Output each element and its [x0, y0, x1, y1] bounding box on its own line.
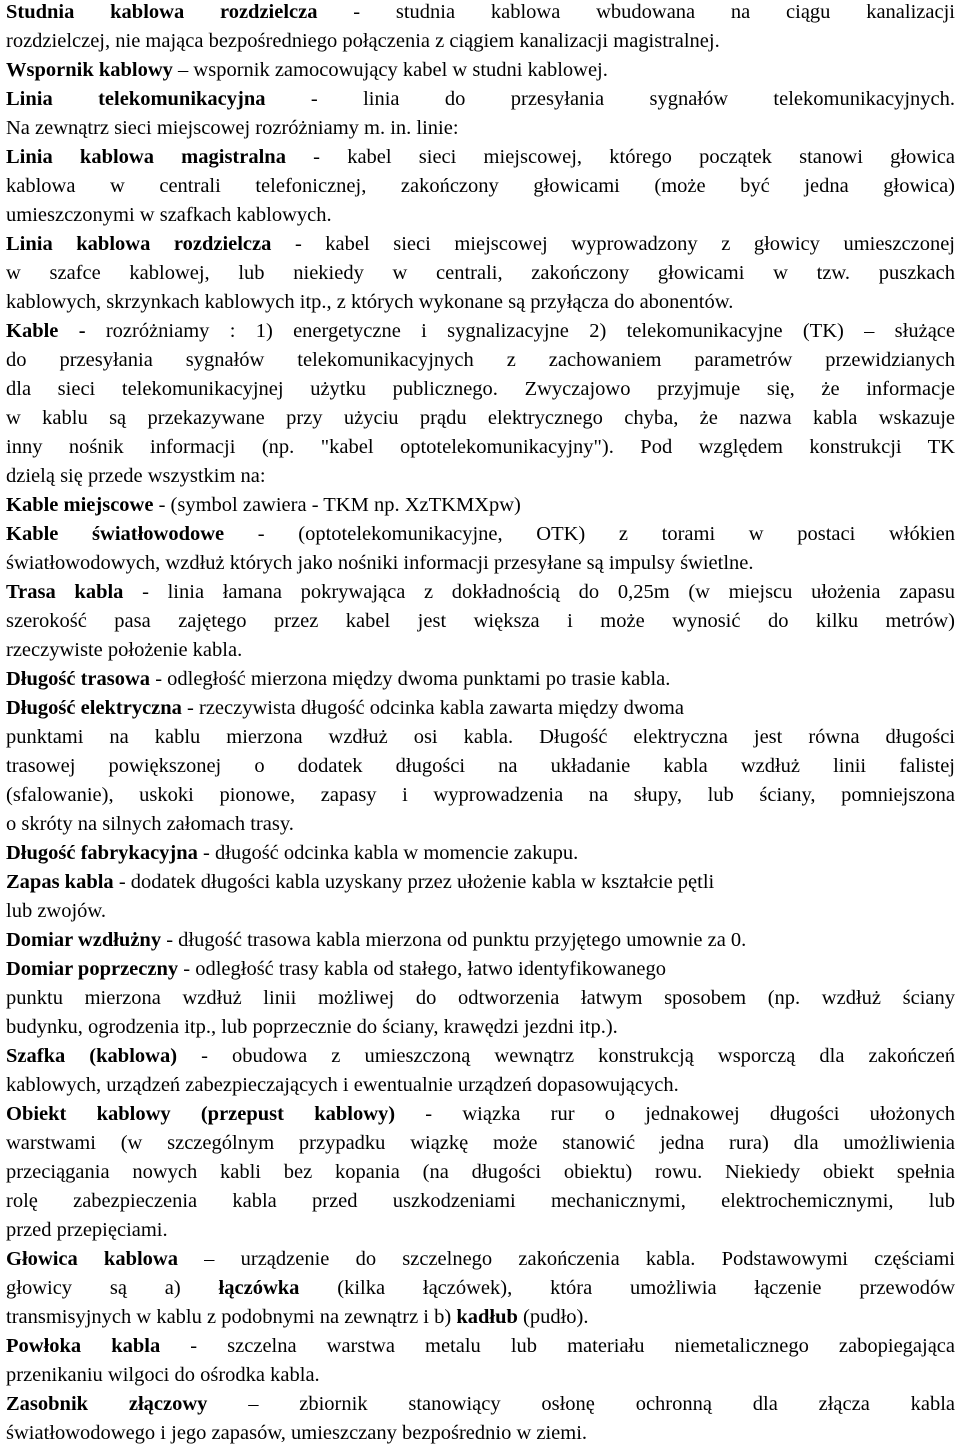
text-line	[6, 752, 955, 781]
text-line	[6, 723, 955, 752]
text-line	[6, 694, 955, 723]
bold-term: Linia kablowa magistralna	[6, 146, 286, 168]
text-run: - kabel sieci miejscowej wyprowadzony z głowicy umieszczonej	[271, 233, 955, 255]
text-run: przenikaniu wilgoci do ośrodka kabla.	[6, 1364, 320, 1386]
text-run: - odległość trasy kabla od stałego, łatwo identyfikowanego	[178, 958, 667, 980]
text-run: - linia do przesyłania sygnałów telekomunikacyjnych.	[265, 88, 956, 110]
text-run: światłowodowych, wzdłuż których jako nośniki informacji przesyłane są impulsy świetlne.	[6, 552, 754, 574]
text-run: - (symbol zawiera - TKM np. XzTKMXpw)	[153, 494, 521, 516]
text-line	[6, 346, 955, 375]
text-line	[6, 1042, 955, 1071]
text-run: w kablu są przekazywane przy użyciu prądu elektrycznego chyba, że nazwa kabla wskazuje	[6, 407, 955, 429]
bold-term: Linia telekomunikacyjna	[6, 88, 266, 110]
text-run: przed przepięciami.	[6, 1219, 168, 1241]
bold-term: Domiar poprzeczny	[6, 958, 179, 980]
text-run: dzielą się przede wszystkim na:	[6, 465, 266, 487]
text-run: (kilka łączówek), która umożliwia łączenie przewodów	[299, 1277, 955, 1299]
bold-term: Zapas kabla	[6, 871, 114, 893]
bold-term: kadłub	[456, 1306, 518, 1328]
text-line	[6, 578, 955, 607]
text-run: rozróżniamy : 1) energetyczne i sygnalizacyjne 2) telekomunikacyjne (TK) – służące	[85, 320, 955, 342]
text-run: trasowej powiększonej o dodatek długości na układanie kabla wzdłuż linii falistej	[6, 755, 955, 777]
text-line	[6, 1100, 955, 1129]
text-line	[6, 375, 955, 404]
text-line	[6, 114, 955, 143]
text-run: dla sieci telekomunikacyjnej użytku publicznego. Zwyczajowo przyjmuje się, że informacje	[6, 378, 955, 400]
text-line	[6, 984, 955, 1013]
bold-term: Trasa kabla	[6, 581, 124, 603]
text-run: rolę zabezpieczenia kabla przed uszkodzeniami mechanicznymi, elektrochemicznymi, lub	[6, 1190, 955, 1212]
text-line	[6, 549, 955, 578]
bold-term: łączówka	[218, 1277, 300, 1299]
text-line	[6, 1013, 955, 1042]
bold-term: Linia kablowa rozdzielcza	[6, 233, 272, 255]
text-run: do przesyłania sygnałów telekomunikacyjnych z zachowaniem parametrów przewidzianych	[6, 349, 955, 371]
text-line	[6, 1419, 955, 1448]
text-line	[6, 520, 955, 549]
text-line	[6, 0, 955, 27]
text-run: lub zwojów.	[6, 900, 107, 922]
text-run: - obudowa z umieszczoną wewnątrz konstrukcją wsporczą dla zakończeń	[177, 1045, 955, 1067]
text-line	[6, 230, 955, 259]
text-line	[6, 1129, 955, 1158]
text-run: - długość odcinka kabla w momencie zakupu.	[197, 842, 579, 864]
bold-term: Obiekt kablowy (przepust kablowy)	[6, 1103, 396, 1125]
text-run: rozdzielczej, nie mająca bezpośredniego połączenia z ciągiem kanalizacji magistralnej.	[6, 30, 720, 52]
text-line	[6, 955, 955, 984]
bold-term: Studnia kablowa rozdzielcza	[6, 1, 318, 23]
text-run: - (optotelekomunikacyjne, OTK) z torami w postaci włókien	[224, 523, 956, 545]
bold-term: Wspornik kablowy	[6, 59, 173, 81]
text-run: budynku, ogrodzenia itp., lub poprzecznie do ściany, krawędzi jezdni itp.).	[6, 1016, 618, 1038]
text-run: – wspornik zamocowujący kabel w studni kablowej.	[172, 59, 608, 81]
bold-term: Głowica kablowa	[6, 1248, 178, 1270]
text-run: warstwami (w szczególnym przypadku wiązkę może stanowić jedna rura) dla umożliwienia	[6, 1132, 955, 1154]
text-line	[6, 636, 955, 665]
text-line	[6, 491, 955, 520]
text-line	[6, 201, 955, 230]
text-line	[6, 665, 955, 694]
text-run: punktu mierzona wzdłuż linii możliwej do odtworzenia łatwym sposobem (np. wzdłuż ściany	[6, 987, 955, 1009]
bold-term: Długość elektryczna	[6, 697, 182, 719]
text-line	[6, 85, 955, 114]
text-line	[6, 839, 955, 868]
text-run: o skróty na silnych załomach trasy.	[6, 813, 294, 835]
text-line	[6, 27, 955, 56]
text-run: - kabel sieci miejscowej, którego początek stanowi głowica	[285, 146, 955, 168]
text-line	[6, 607, 955, 636]
text-run: - długość trasowa kabla mierzona od punktu przyjętego umownie za 0.	[161, 929, 747, 951]
bold-term: Zasobnik złączowy	[6, 1393, 208, 1415]
text-run: - dodatek długości kabla uzyskany przez ułożenie kabla w kształcie pętli	[113, 871, 715, 893]
text-run: przeciągania nowych kabli bez kopania (na długości obiektu) rowu. Niekiedy obiekt spełnia	[6, 1161, 955, 1183]
bold-term: Długość fabrykacyjna	[6, 842, 198, 864]
text-line	[6, 317, 955, 346]
text-run: - wiązka rur o jednakowej długości ułożonych	[395, 1103, 955, 1125]
text-run: punktami na kablu mierzona wzdłuż osi kabla. Długość elektryczna jest równa długości	[6, 726, 955, 748]
text-line	[6, 1158, 955, 1187]
bold-term: Kable -	[6, 320, 86, 342]
text-line	[6, 143, 955, 172]
bold-term: Kable miejscowe	[6, 494, 154, 516]
text-line	[6, 1303, 955, 1332]
text-line	[6, 288, 955, 317]
text-run: światłowodowego i jego zapasów, umieszczany bezpośrednio w ziemi.	[6, 1422, 588, 1444]
text-run: transmisyjnych w kablu z podobnymi na zewnątrz i b)	[6, 1306, 457, 1328]
text-run: kablowych, urządzeń zabezpieczających i ewentualnie urządzeń dopasowujących.	[6, 1074, 679, 1096]
text-line	[6, 1071, 955, 1100]
text-line	[6, 1332, 955, 1361]
text-run: – urządzenie do szczelnego zakończenia kabla. Podstawowymi częściami	[177, 1248, 955, 1270]
text-line	[6, 926, 955, 955]
text-line	[6, 433, 955, 462]
text-line	[6, 1361, 955, 1390]
text-run: - rzeczywista długość odcinka kabla zawarta między dwoma	[181, 697, 684, 719]
text-run: - odległość mierzona między dwoma punktami po trasie kabla.	[150, 668, 671, 690]
text-line	[6, 1245, 955, 1274]
text-line	[6, 404, 955, 433]
text-line	[6, 1274, 955, 1303]
text-line	[6, 1187, 955, 1216]
text-run: umieszczonymi w szafkach kablowych.	[6, 204, 332, 226]
text-line	[6, 1390, 955, 1419]
text-line	[6, 259, 955, 288]
text-run: szerokość pasa zajętego przez kabel jest większa i może wynosić do kilku metrów)	[6, 610, 955, 632]
text-run: kablowa w centrali telefonicznej, zakończony głowicami (może być jedna głowica)	[6, 175, 955, 197]
text-run: - linia łamana pokrywająca z dokładnością do 0,25m (w miejscu ułożenia zapasu	[123, 581, 955, 603]
text-line	[6, 1216, 955, 1245]
text-line	[6, 172, 955, 201]
bold-term: Szafka (kablowa)	[6, 1045, 178, 1067]
text-run: – zbiornik stanowiący osłonę ochronną dla złącza kabla	[207, 1393, 955, 1415]
text-run: Na zewnątrz sieci miejscowej rozróżniamy m. in. linie:	[6, 117, 459, 139]
text-run: - szczelna warstwa metalu lub materiału niemetalicznego zabopiegająca	[160, 1335, 956, 1357]
text-line	[6, 897, 955, 926]
bold-term: Długość trasowa	[6, 668, 151, 690]
text-run: głowicy są a)	[6, 1277, 219, 1299]
bold-term: Kable światłowodowe	[6, 523, 225, 545]
bold-term: Domiar wzdłużny	[6, 929, 162, 951]
text-line	[6, 868, 955, 897]
text-line	[6, 462, 955, 491]
text-run: inny nośnik informacji (np. "kabel optotelekomunikacyjny"). Pod względem konstrukcji TK	[6, 436, 955, 458]
text-run: (sfalowanie), uskoki pionowe, zapasy i wyprowadzenia na słupy, lub ściany, pomniejszona	[6, 784, 955, 806]
text-line	[6, 810, 955, 839]
text-run: w szafce kablowej, lub niekiedy w centrali, zakończony głowicami w tzw. puszkach	[6, 262, 955, 284]
text-run: - studnia kablowa wbudowana na ciągu kanalizacji	[317, 1, 955, 23]
text-line	[6, 56, 955, 85]
text-run: kablowych, skrzynkach kablowych itp., z których wykonane są przyłącza do abonentów.	[6, 291, 734, 313]
text-line	[6, 781, 955, 810]
text-run: (pudło).	[517, 1306, 589, 1328]
bold-term: Powłoka kabla	[6, 1335, 161, 1357]
text-run: rzeczywiste położenie kabla.	[6, 639, 243, 661]
